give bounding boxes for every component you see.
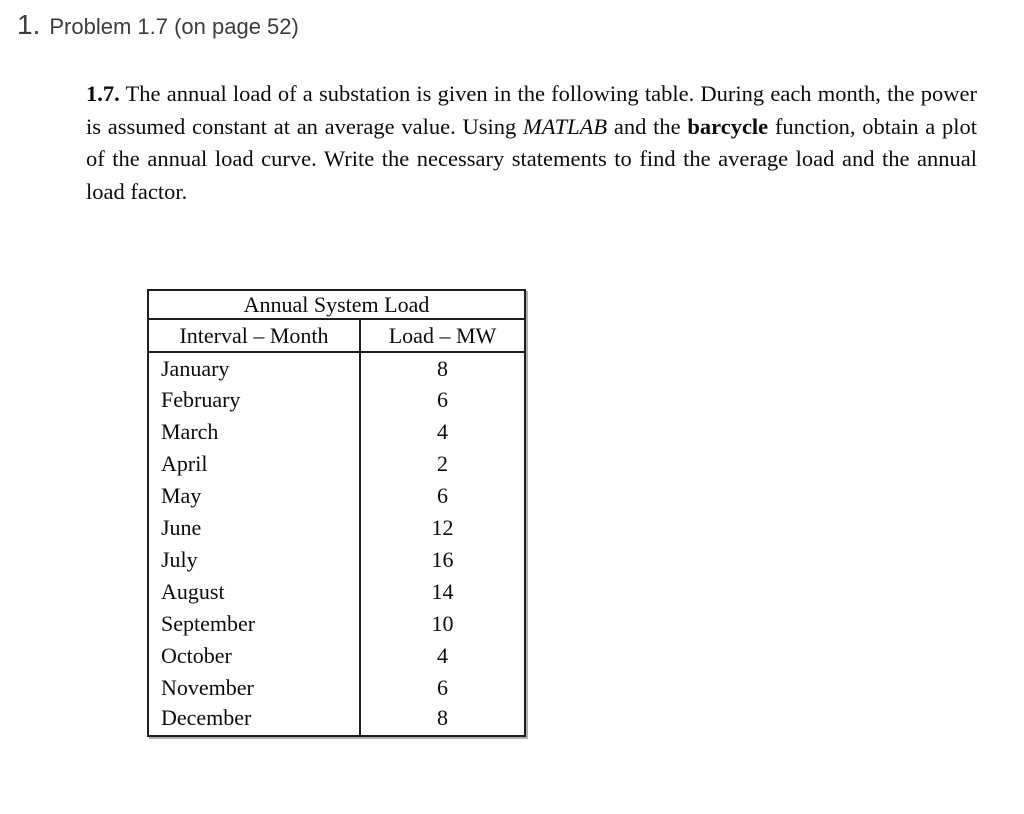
month-cell: March xyxy=(148,416,360,448)
table-row xyxy=(148,672,525,704)
problem-label: 1.7. xyxy=(86,81,120,106)
column-header-month: Interval – Month xyxy=(148,319,360,352)
month-cell: September xyxy=(148,608,360,640)
month-cell: July xyxy=(148,544,360,576)
load-cell: 2 xyxy=(360,448,525,480)
problem-statement xyxy=(86,78,977,208)
heading-title: Problem 1.7 (on page 52) xyxy=(49,14,299,39)
load-cell: 6 xyxy=(360,384,525,416)
table-row xyxy=(148,704,525,736)
table-row xyxy=(148,480,525,512)
month-cell: February xyxy=(148,384,360,416)
table-header-row xyxy=(148,319,525,352)
table-row xyxy=(148,512,525,544)
load-cell: 4 xyxy=(360,640,525,672)
load-cell: 16 xyxy=(360,544,525,576)
load-cell: 8 xyxy=(360,352,525,384)
table-row xyxy=(148,544,525,576)
table-row xyxy=(148,352,525,384)
table-row xyxy=(148,640,525,672)
month-cell: April xyxy=(148,448,360,480)
problem-text-segment-1: The annual load of a substation is given in the following table. During each month, the power is assumed constant at an average value. Using xyxy=(86,81,977,139)
matlab-italic: MATLAB xyxy=(522,113,608,139)
load-cell: 12 xyxy=(360,512,525,544)
month-cell: January xyxy=(148,352,360,384)
load-cell: 10 xyxy=(360,608,525,640)
table-title: Annual System Load xyxy=(148,290,525,319)
month-cell: November xyxy=(148,672,360,704)
page-heading xyxy=(17,9,299,41)
column-header-load: Load – MW xyxy=(360,319,525,352)
heading-number: 1. xyxy=(17,9,41,40)
month-cell: June xyxy=(148,512,360,544)
load-cell: 14 xyxy=(360,576,525,608)
barcycle-bold: barcycle xyxy=(687,113,769,139)
month-cell: May xyxy=(148,480,360,512)
table-row xyxy=(148,608,525,640)
load-cell: 8 xyxy=(360,704,525,736)
table-row xyxy=(148,416,525,448)
table-row xyxy=(148,576,525,608)
load-cell: 4 xyxy=(360,416,525,448)
load-cell: 6 xyxy=(360,480,525,512)
table-row xyxy=(148,384,525,416)
month-cell: December xyxy=(148,704,360,736)
table-title-row xyxy=(148,290,525,319)
month-cell: August xyxy=(148,576,360,608)
month-cell: October xyxy=(148,640,360,672)
problem-text-segment-2: and the xyxy=(607,113,688,139)
load-cell: 6 xyxy=(360,672,525,704)
annual-system-load-table xyxy=(147,289,526,737)
table-row xyxy=(148,448,525,480)
problem-text-segment-3: function, obtain a plot of the annual load curve. Write the necessary statements to find the average load and the annual load factor. xyxy=(86,113,977,204)
